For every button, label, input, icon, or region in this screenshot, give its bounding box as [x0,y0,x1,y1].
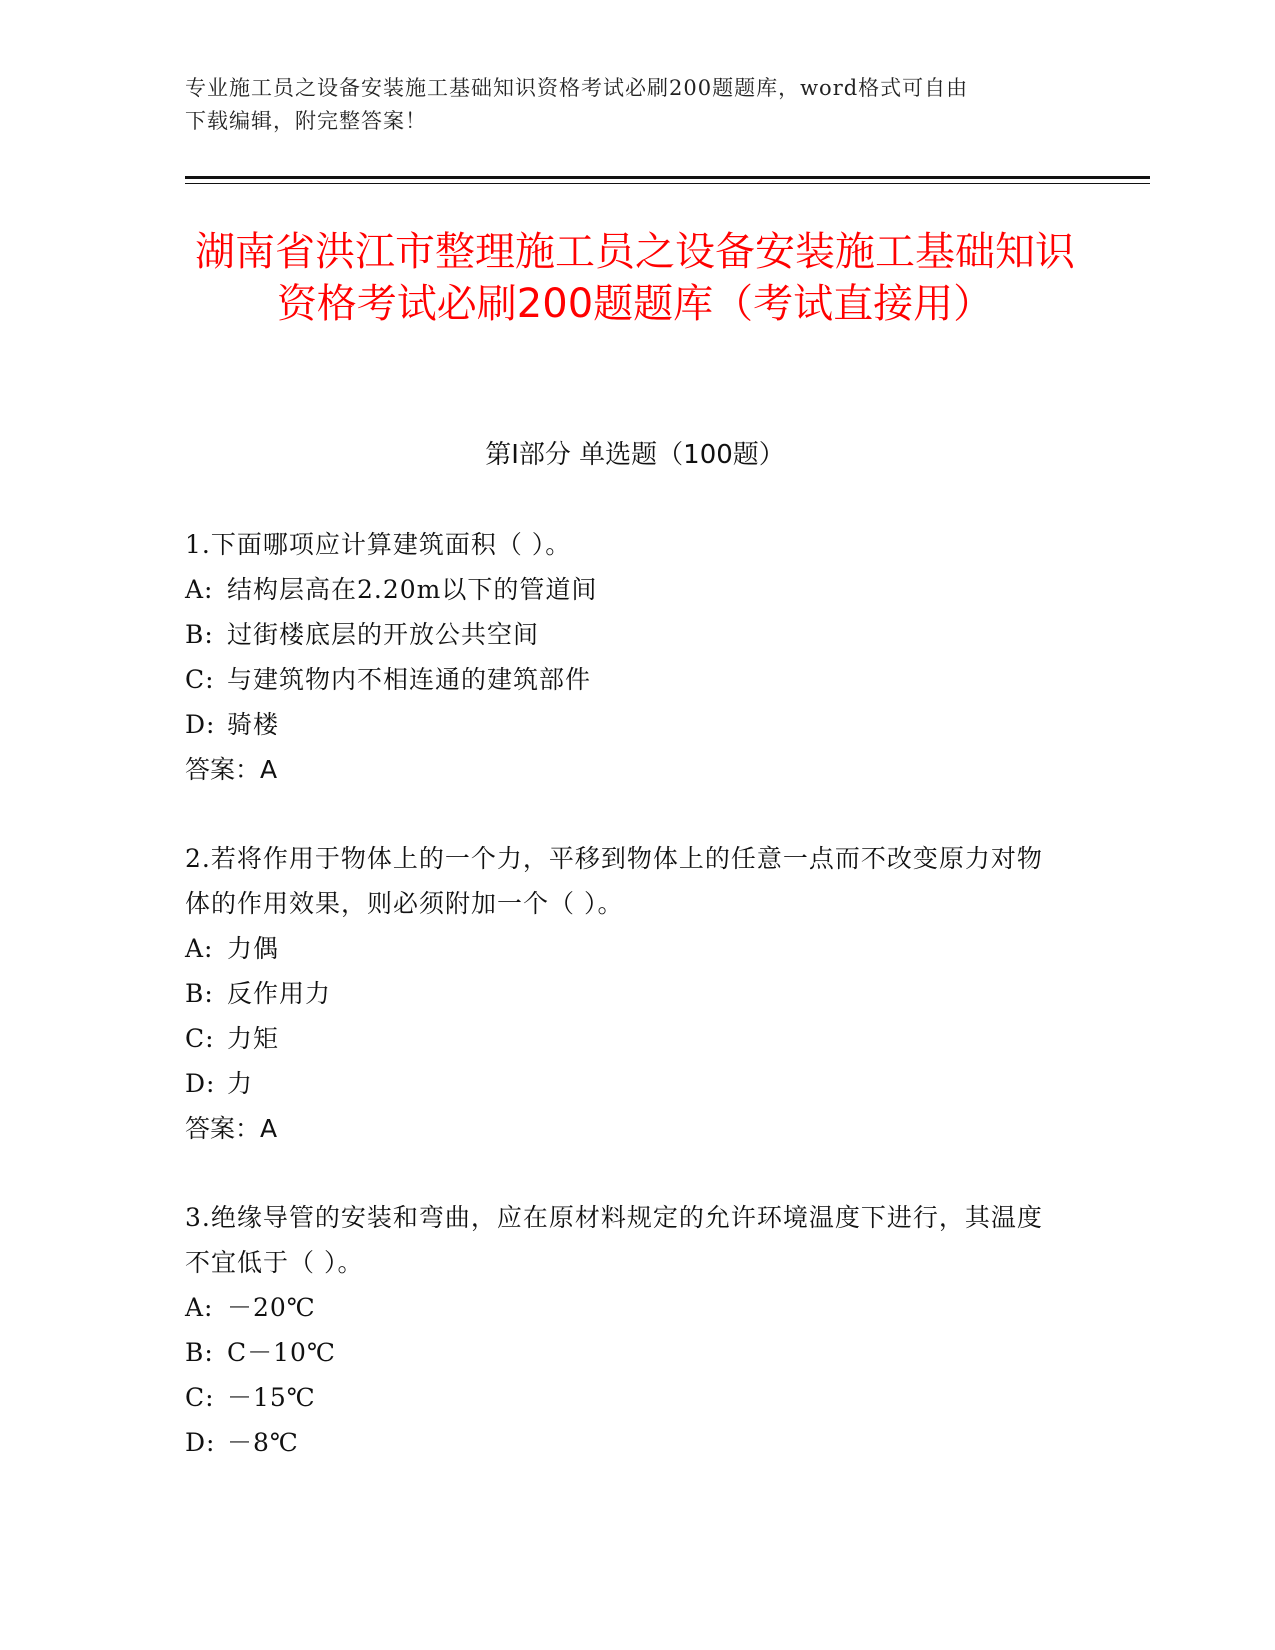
option-key: A: [185,1293,214,1322]
header-note [185,72,1085,138]
option-key: C: [185,665,215,694]
section-heading: 第Ⅰ部分 单选题（100题） [485,440,785,470]
option-key: D: [185,1428,216,1457]
question-option-b [185,1330,1065,1375]
question-option-c [185,1016,1065,1061]
option-key: B: [185,1338,214,1367]
question-option-d [185,1061,1065,1106]
option-key: D: [185,710,216,739]
question-stem: 1.下面哪项应计算建筑面积（ ）。 [185,530,572,559]
document-title: 湖南省洪江市整理施工员之设备安装施工基础知识资格考试必刷200题题库（考试直接用） [195,229,1075,327]
question-answer: 答案：A [185,1114,278,1143]
option-text: 力 [227,1069,254,1098]
question-item [185,522,1065,792]
option-key: B: [185,979,214,1008]
question-option-a [185,926,1065,971]
option-key: C: [185,1024,215,1053]
option-text: －15℃ [227,1383,316,1412]
question-stem: 2.若将作用于物体上的一个力，平移到物体上的任意一点而不改变原力对物体的作用效果，则必须附加一个（ ）。 [185,844,1043,918]
question-stem: 3.绝缘导管的安装和弯曲，应在原材料规定的允许环境温度下进行，其温度不宜低于（ ）。 [185,1203,1043,1277]
header-note-line: 下载编辑，附完整答案！ [185,109,427,133]
option-key: C: [185,1383,215,1412]
option-text: 力偶 [227,934,280,963]
option-text: －8℃ [227,1428,299,1457]
question-item [185,836,1065,1151]
option-text: 结构层高在2.20m以下的管道间 [227,575,598,604]
option-key: D: [185,1069,216,1098]
header-divider-thick [185,176,1150,179]
option-key: A: [185,934,214,963]
option-text: －20℃ [227,1293,316,1322]
question-option-a [185,1285,1065,1330]
option-key: B: [185,620,214,649]
question-option-c [185,657,1065,702]
question-answer: 答案：A [185,755,278,784]
question-list [185,522,1065,1509]
option-text: C－10℃ [227,1338,336,1367]
header-divider-thin [185,183,1150,184]
question-option-d [185,1420,1065,1465]
question-option-c [185,1375,1065,1420]
question-option-d [185,702,1065,747]
option-text: 反作用力 [227,979,332,1008]
option-text: 力矩 [227,1024,280,1053]
question-item [185,1195,1065,1465]
option-key: A: [185,575,214,604]
question-option-b [185,971,1065,1016]
header-note-line: 专业施工员之设备安装施工基础知识资格考试必刷200题题库，word格式可自由 [185,76,969,100]
option-text: 骑楼 [227,710,280,739]
option-text: 与建筑物内不相连通的建筑部件 [227,665,592,694]
option-text: 过街楼底层的开放公共空间 [227,620,540,649]
question-option-a [185,567,1065,612]
question-option-b [185,612,1065,657]
